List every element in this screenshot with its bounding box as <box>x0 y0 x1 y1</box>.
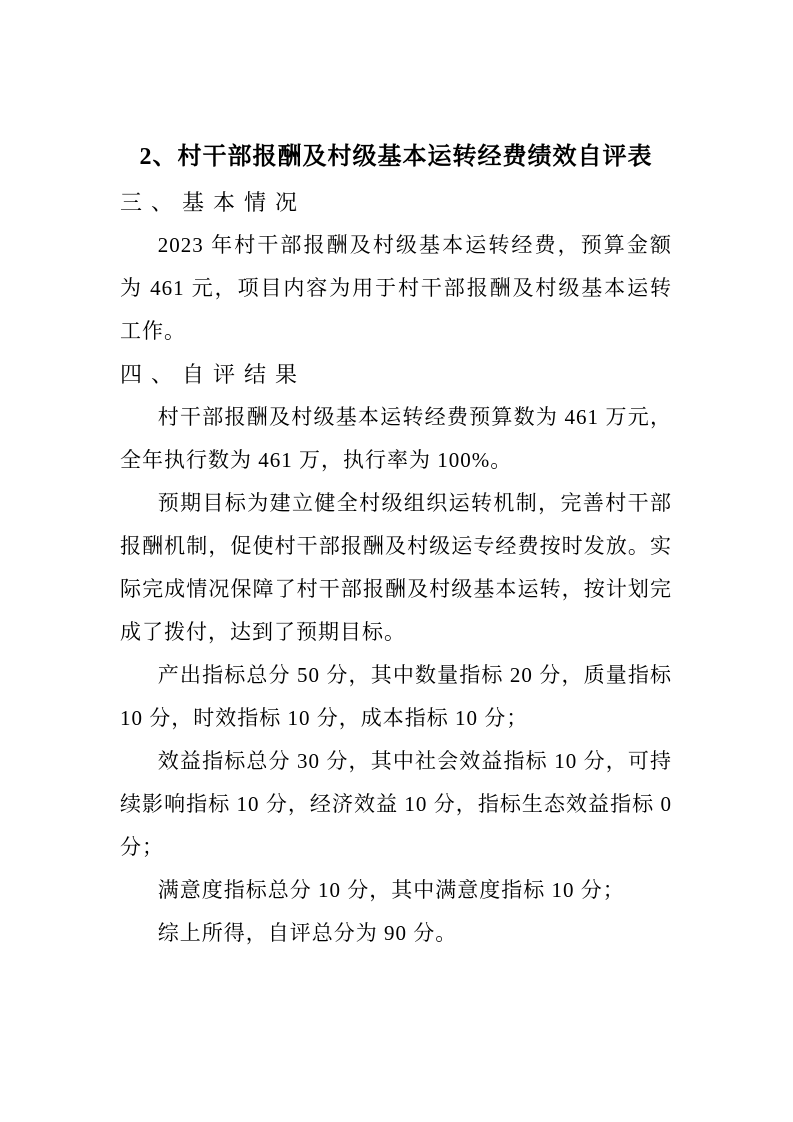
paragraph-budget-execution: 村干部报酬及村级基本运转经费预算数为 461 万元，全年执行数为 461 万，执行率为 100%。 <box>120 405 672 472</box>
paragraph-output-indicators: 产出指标总分 50 分，其中数量指标 20 分，质量指标 10 分，时效指标 10 分，成本指标 10 分； <box>120 663 672 730</box>
paragraph-benefit-indicators: 效益指标总分 30 分，其中社会效益指标 10 分，可持续影响指标 10 分，经济效益 10 分，指标生态效益指标 0 分； <box>120 749 672 859</box>
section-heading-self-eval-result: 四、自评结果 <box>120 362 307 387</box>
paragraph-basic-info-budget: 2023 年村干部报酬及村级基本运转经费，预算金额为 461 元，项目内容为用于村干部报酬及村级基本运转工作。 <box>120 233 672 343</box>
paragraph-total-score: 综上所得，自评总分为 90 分。 <box>157 921 458 945</box>
document-title: 2、村干部报酬及村级基本运转经费绩效自评表 <box>139 144 653 170</box>
section-heading-basic-info: 三、基本情况 <box>120 190 307 215</box>
paragraph-satisfaction-indicators: 满意度指标总分 10 分，其中满意度指标 10 分； <box>157 878 625 902</box>
paragraph-expected-goals: 预期目标为建立健全村级组织运转机制，完善村干部报酬机制，促使村干部报酬及村级运专经费按时发放。实际完成情况保障了村干部报酬及村级基本运转，按计划完成了拨付，达到了预期目标。 <box>120 491 672 644</box>
